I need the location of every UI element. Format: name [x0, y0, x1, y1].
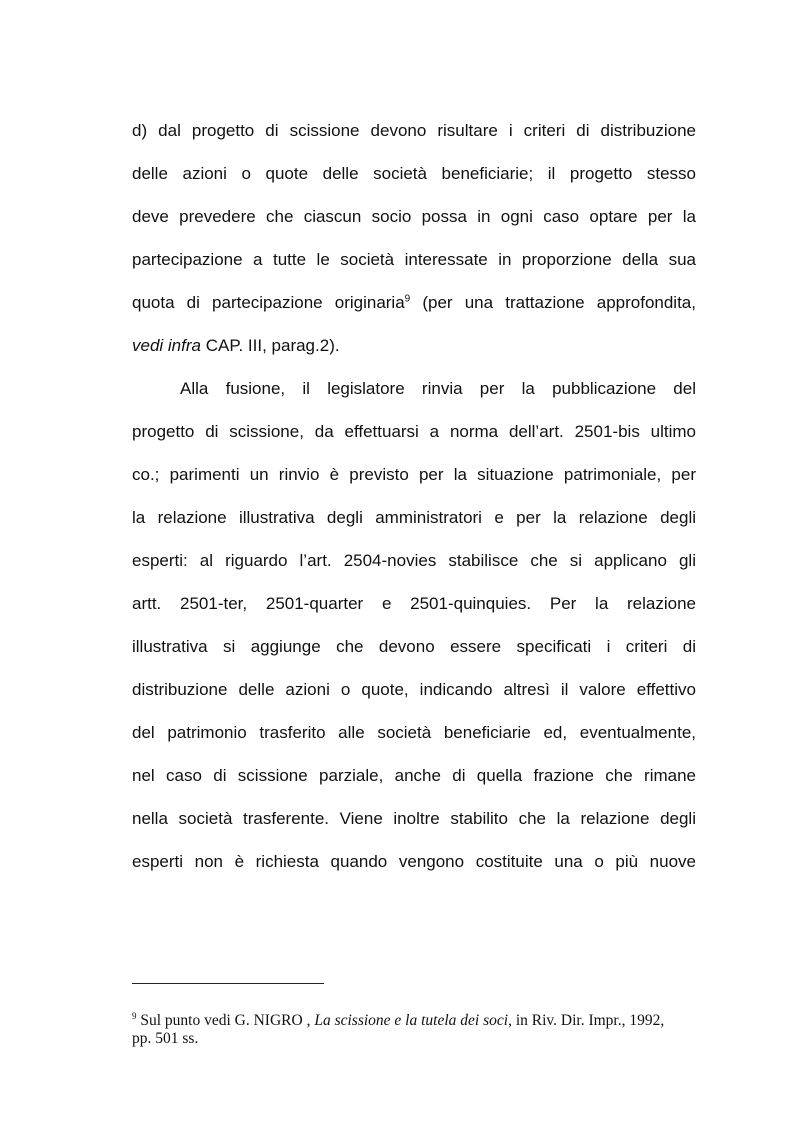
footnote-line: pp. 501 ss. — [132, 1030, 199, 1047]
text-run: , in Riv. Dir. Impr., 1992, — [508, 1012, 665, 1029]
text-line — [132, 336, 696, 356]
text-line — [132, 250, 696, 270]
text-line: d) dal progetto di scissione devono risultare i criteri di distribuzione — [132, 121, 696, 140]
text-line: nella società trasferente. Viene inoltre stabilito che la relazione degli — [132, 809, 696, 828]
footnote-number: 9 — [132, 1010, 137, 1021]
italic-text: vedi infra — [132, 336, 201, 355]
footnote-line — [132, 1012, 696, 1030]
text-run: quota di partecipazione originaria — [132, 293, 405, 312]
text-line: progetto di scissione, da effettuarsi a norma dell’art. 2501-bis ultimo — [132, 422, 696, 441]
text-run: Sul punto vedi G. NIGRO , — [136, 1012, 315, 1029]
italic-text: La scissione e la tutela dei soci — [314, 1012, 509, 1029]
text-line — [132, 293, 696, 313]
text-line: co.; parimenti un rinvio è previsto per la situazione patrimoniale, per — [132, 465, 696, 484]
text-run: CAP. III, parag.2). — [200, 336, 340, 355]
text-line: del patrimonio trasferito alle società beneficiarie ed, eventualmente, — [132, 723, 696, 742]
text-line: Alla fusione, il legislatore rinvia per la pubblicazione del — [180, 379, 696, 398]
footnote-reference: 9 — [404, 293, 411, 305]
text-line: artt. 2501-ter, 2501-quarter e 2501-quinquies. Per la relazione — [132, 594, 696, 613]
text-run: (per una trattazione approfondita, — [410, 293, 696, 312]
text-line: delle azioni o quote delle società beneficiarie; il progetto stesso — [132, 164, 696, 183]
text-line: esperti non è richiesta quando vengono costituite una o più nuove — [132, 852, 696, 871]
text-line: deve prevedere che ciascun socio possa in ogni caso optare per la — [132, 207, 696, 226]
text-line: esperti: al riguardo l’art. 2504-novies stabilisce che si applicano gli — [132, 551, 696, 570]
footnote-separator — [132, 983, 324, 984]
text-line: la relazione illustrativa degli amministratori e per la relazione degli — [132, 508, 696, 527]
text-line: nel caso di scissione parziale, anche di quella frazione che rimane — [132, 766, 696, 785]
text-line: illustrativa si aggiunge che devono essere specificati i criteri di — [132, 637, 696, 656]
text-line: distribuzione delle azioni o quote, indicando altresì il valore effettivo — [132, 680, 696, 699]
text-run: partecipazione a tutte le società interessate in proporzione della sua — [132, 250, 696, 269]
